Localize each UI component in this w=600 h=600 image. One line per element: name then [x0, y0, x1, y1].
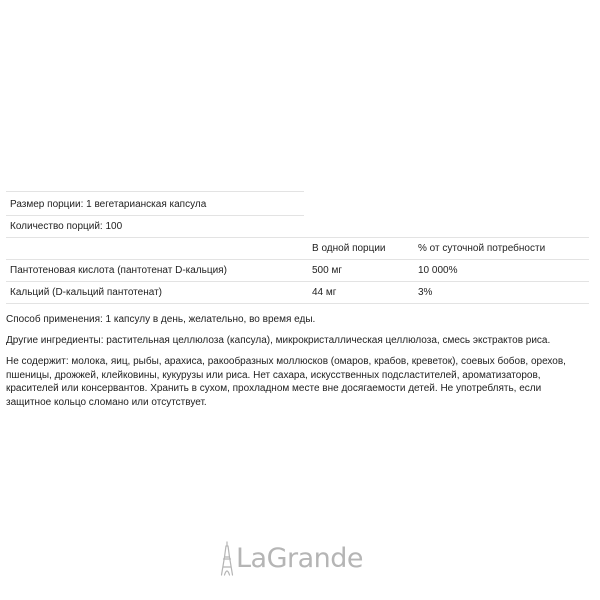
usage-text [6, 313, 581, 327]
daily-value-header: % от суточной потребности [418, 243, 546, 254]
serving-size-text: Размер порции: 1 вегетарианская капсула [10, 199, 207, 210]
supplement-facts-table [0, 191, 600, 296]
eiffel-tower-icon [220, 541, 234, 577]
table-row [0, 260, 600, 281]
nutrient-amount: 44 мг [312, 287, 337, 298]
servings-count-row [0, 216, 600, 237]
brand-name: LaGrande [236, 543, 364, 574]
nutrient-daily-value: 3% [418, 287, 433, 298]
nutrient-name: Пантотеновая кислота (пантотенат D-кальция) [10, 265, 227, 276]
servings-count-text: Количество порций: 100 [10, 221, 123, 232]
table-header-row [0, 238, 600, 259]
table-divider [6, 303, 589, 304]
disclaimer-line: защитное кольцо сломано или отсутствует. [6, 396, 207, 408]
lagrande-watermark [220, 540, 390, 580]
table-divider [6, 191, 304, 192]
nutrient-name: Кальций (D-кальций пантотенат) [10, 287, 162, 298]
disclaimer-line: красителей или консервантов. Хранить в сухом, прохладном месте вне досягаемости детей. Не употреблять, если [6, 383, 542, 394]
other-ingredients-text [6, 334, 581, 348]
disclaimer-line: пшеницы, дрожжей, клейковины, кукурузы или риса. Нет сахара, искусственных подсластителей, ароматизаторов, [6, 369, 541, 381]
disclaimer-text [6, 355, 581, 409]
nutrient-daily-value: 10 000% [418, 265, 458, 276]
per-serving-header: В одной порции [312, 243, 386, 254]
disclaimer-line: Не содержит: молока, яиц, рыбы, арахиса, ракообразных моллюсков (омаров, крабов, креветок), соевых бобов, орехов, [6, 356, 566, 367]
nutrient-amount: 500 мг [312, 265, 342, 276]
other-ingredients-line: Другие ингредиенты: растительная целлюлоза (капсула), микрокристаллическая целлюлоза, смесь экстрактов риса. [6, 335, 551, 346]
table-row [0, 282, 600, 303]
serving-size-row [0, 194, 600, 215]
usage-line: Способ применения: 1 капсулу в день, желательно, во время еды. [6, 314, 316, 325]
